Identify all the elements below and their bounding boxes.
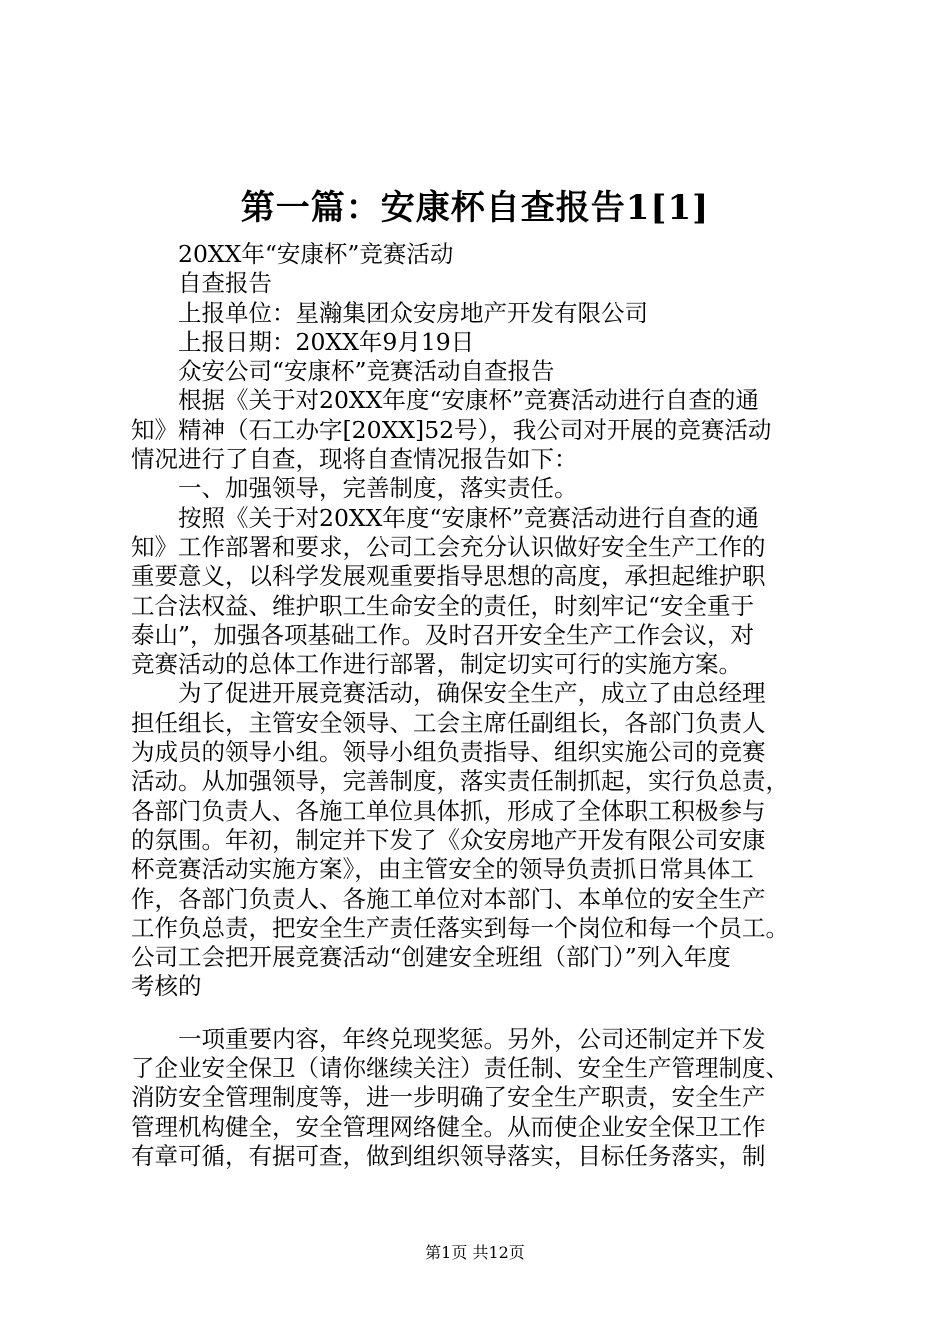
- body-line: 竞赛活动的总体工作进行部署，制定切实可行的实施方案。: [131, 650, 742, 679]
- body-line: 公司工会把开展竞赛活动“创建安全班组（部门）”列入年度: [131, 943, 731, 972]
- body-line: 活动。从加强领导，完善制度，落实责任制抓起，实行负总责，: [131, 767, 789, 796]
- body-line: 工合法权益、维护职工生命安全的责任，时刻牢记“安全重于: [131, 591, 755, 620]
- body-line: 管理机构健全，安全管理网络健全。从而使企业安全保卫工作: [131, 1112, 766, 1141]
- page-footer: 第1页 共12页: [425, 1243, 525, 1262]
- body-line: 泰山”，加强各项基础工作。及时召开安全生产工作会议，对: [131, 620, 755, 649]
- body-line: 各部门负责人、各施工单位具体抓，形成了全体职工积极参与: [131, 796, 766, 825]
- body-line: 考核的: [131, 972, 202, 1001]
- body-line: 消防安全管理制度等，进一步明确了安全生产职责，安全生产: [131, 1083, 766, 1112]
- body-line: 了企业安全保卫（请你继续关注）责任制、安全生产管理制度、: [131, 1054, 789, 1083]
- body-line: 作，各部门负责人、各施工单位对本部门、本单位的安全生产: [131, 884, 766, 913]
- body-line: 为了促进开展竞赛活动，确保安全生产，成立了由总经理: [178, 679, 766, 708]
- body-line: 自查报告: [178, 269, 272, 298]
- body-line: 的氛围。年初，制定并下发了《众安房地产开发有限公司安康: [131, 825, 766, 854]
- body-line: 重要意义，以科学发展观重要指导思想的高度，承担起维护职: [131, 562, 766, 591]
- document-title: 第一篇：安康杯自查报告1[1]: [240, 188, 710, 228]
- body-line: 根据《关于对20XX年度“安康杯”竞赛活动进行自查的通: [178, 386, 759, 415]
- body-line: 杯竞赛活动实施方案》，由主管安全的领导负责抓日常具体工: [131, 855, 754, 884]
- body-line: 众安公司“安康杯”竞赛活动自查报告: [178, 357, 555, 386]
- body-line: 上报单位：星瀚集团众安房地产开发有限公司: [178, 298, 648, 327]
- body-line: 情况进行了自查，现将自查情况报告如下：: [131, 445, 578, 474]
- document-body: [131, 240, 831, 1171]
- body-line: 担任组长，主管安全领导、工会主席任副组长，各部门负责人: [131, 708, 766, 737]
- body-line: 按照《关于对20XX年度“安康杯”竞赛活动进行自查的通: [178, 503, 759, 532]
- body-line: 上报日期：20XX年9月19日: [178, 327, 475, 356]
- body-line: 工作负总责，把安全生产责任落实到每一个岗位和每一个员工。: [131, 913, 789, 942]
- body-line: 一、加强领导，完善制度，落实责任。: [178, 474, 578, 503]
- body-line: 为成员的领导小组。领导小组负责指导、组织实施公司的竞赛: [131, 738, 766, 767]
- body-line: 20XX年“安康杯”竞赛活动: [178, 240, 454, 268]
- body-line: 一项重要内容，年终兑现奖惩。另外，公司还制定并下发: [178, 1024, 766, 1053]
- body-line: 知》工作部署和要求，公司工会充分认识做好安全生产工作的: [131, 532, 766, 561]
- body-line: 知》精神（石工办字[20XX]52号），我公司对开展的竞赛活动: [131, 415, 772, 444]
- body-line: 有章可循，有据可查，做到组织领导落实，目标任务落实，制: [131, 1141, 766, 1170]
